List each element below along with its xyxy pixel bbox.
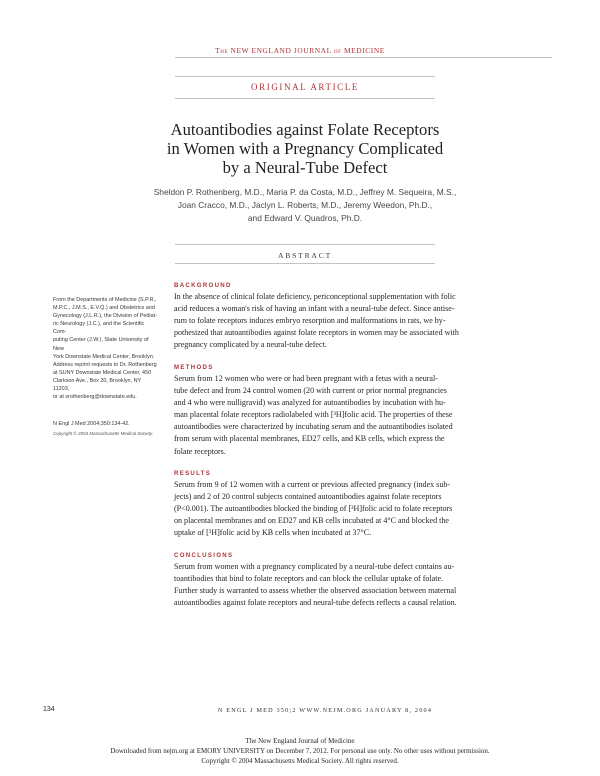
affiliation-line: York Downstate Medical Center, Brooklyn. [53,353,155,360]
affiliation-line: at SUNY Downstate Medical Center, 450 [53,369,152,376]
journal-header: The NEW ENGLAND JOURNAL of MEDICINE [215,46,385,55]
text-line: Serum from 12 women who were or had been pregnant with a fetus with a neural- [174,374,438,383]
text-line: Serum from 9 of 12 women with a current or previous affected pregnancy (index sub- [174,480,451,489]
title-line: by a Neural-Tube Defect [222,158,388,177]
methods-text [174,373,554,458]
article-title [140,120,470,177]
affiliation-line: ric Neurology (J.C.), and the Scientific Com- [53,321,145,336]
copyright-small: Copyright © 2004 Massachusetts Medical Society. [53,431,154,436]
affiliation-line: Gynecology (J.L.R.), the Division of Pediat- [53,313,157,320]
abstract-rule-bottom [175,263,435,264]
page-number: 134 [43,706,55,713]
conclusions-heading: CONCLUSIONS [174,552,234,559]
affiliation-line: puting Center (J.W.), State University of New [53,337,149,352]
text-line: on placental membranes and on ED27 and KB cells incubated at 4°C and blocked the [174,516,449,526]
background-text [174,291,554,351]
article-type-rule-top [175,76,435,77]
text-line: folate receptors. [174,446,226,456]
author-line: and Edward V. Quadros, Ph.D. [247,212,363,223]
affiliation-line: or at srothenberg@downstate.edu. [53,394,137,401]
affiliation-line: Address reprint requests to Dr. Rothenberg [53,361,157,368]
background-heading: BACKGROUND [174,282,232,289]
download-copyright: Copyright © 2004 Massachusetts Medical Society. All rights reserved. [201,757,399,765]
article-type: ORIGINAL ARTICLE [251,82,359,92]
text-line: toantibodies that bind to folate receptors and can block the cellular uptake of folate. [174,574,444,584]
text-line: In the absence of clinical folate deficiency, periconceptional supplementation with folic [174,292,456,301]
text-line: Further study is warranted to assess whether the observed association between maternal [174,586,457,596]
abstract-rule-top [175,244,435,245]
text-line: pothesized that autoantibodies against folate receptors in women may be associated with [174,328,459,338]
text-line: rum to folate receptors induces embryo resorption and malformations in rats, we hy- [174,316,446,326]
affiliation-line: Clarkson Ave., Box 20, Brooklyn, NY 11203, [53,377,142,393]
download-notice-title: The New England Journal of Medicine [245,737,355,745]
text-line: Serum from women with a pregnancy complicated by a neural-tube defect contains au- [174,562,455,571]
results-text [174,479,554,539]
article-type-rule-bottom [175,98,435,99]
author-list [150,186,460,224]
conclusions-text [174,561,554,609]
text-line: and 4 who were nulligravid) was analyzed for autoantibodies by incubation with hu- [174,398,446,408]
text-line: tube defect and from 24 control women (20 with current or prior normal pregnancies [174,386,447,396]
author-line: Joan Cracco, M.D., Jaclyn L. Roberts, M.D., Jeremy Weedon, Ph.D., [177,199,433,210]
footer-citation: N ENGL J MED 350;2 WWW.NEJM.ORG JANUARY 8, 2004 [217,707,433,714]
methods-heading: METHODS [174,364,214,371]
affiliations [53,296,158,401]
title-line: in Women with a Pregnancy Complicated [166,139,444,158]
text-line: man placental folate receptors radiolabeled with [³H]folic acid. The properties of these [174,410,453,420]
text-line: autoantibodies were characterized by incubating serum and the autoantibodies isolated [174,422,453,432]
affiliation-line: M.P.C., J.M.S., E.V.Q.) and Obstetrics and [53,305,155,312]
author-line: Sheldon P. Rothenberg, M.D., Maria P. da Costa, M.D., Jeffrey M. Sequeira, M.S., [153,187,457,197]
title-line: Autoantibodies against Folate Receptors [170,120,440,139]
text-line: uptake of [³H]folic acid by KB cells when incubated at 37°C. [174,528,372,538]
text-line: jects) and 2 of 20 control subjects contained autoantibodies against folate receptors [174,492,442,502]
text-line: acid reduces a woman's risk of having an infant with a neural-tube defect. Since antise- [174,304,455,314]
text-line: pregnancy complicated by a neural-tube defect. [174,340,327,350]
results-heading: RESULTS [174,470,212,477]
affiliation-line: From the Departments of Medicine (S.P.R., [53,297,157,303]
text-line: autoantibodies against folate receptors and neural-tube defects reflects a causal relation. [174,598,457,608]
download-notice: Downloaded from nejm.org at EMORY UNIVERSITY on December 7, 2012. For personal use only. No other uses without permission. [110,747,490,755]
journal-citation: N Engl J Med 2004;350:134-42. [53,421,130,427]
text-line: (P<0.001). The autoantibodies blocked the binding of [³H]folic acid to folate receptors [174,504,453,514]
header-rule [175,57,552,58]
text-line: from serum with placental membranes, ED27 cells, and KB cells, which express the [174,434,445,444]
abstract-label: ABSTRACT [277,251,333,260]
